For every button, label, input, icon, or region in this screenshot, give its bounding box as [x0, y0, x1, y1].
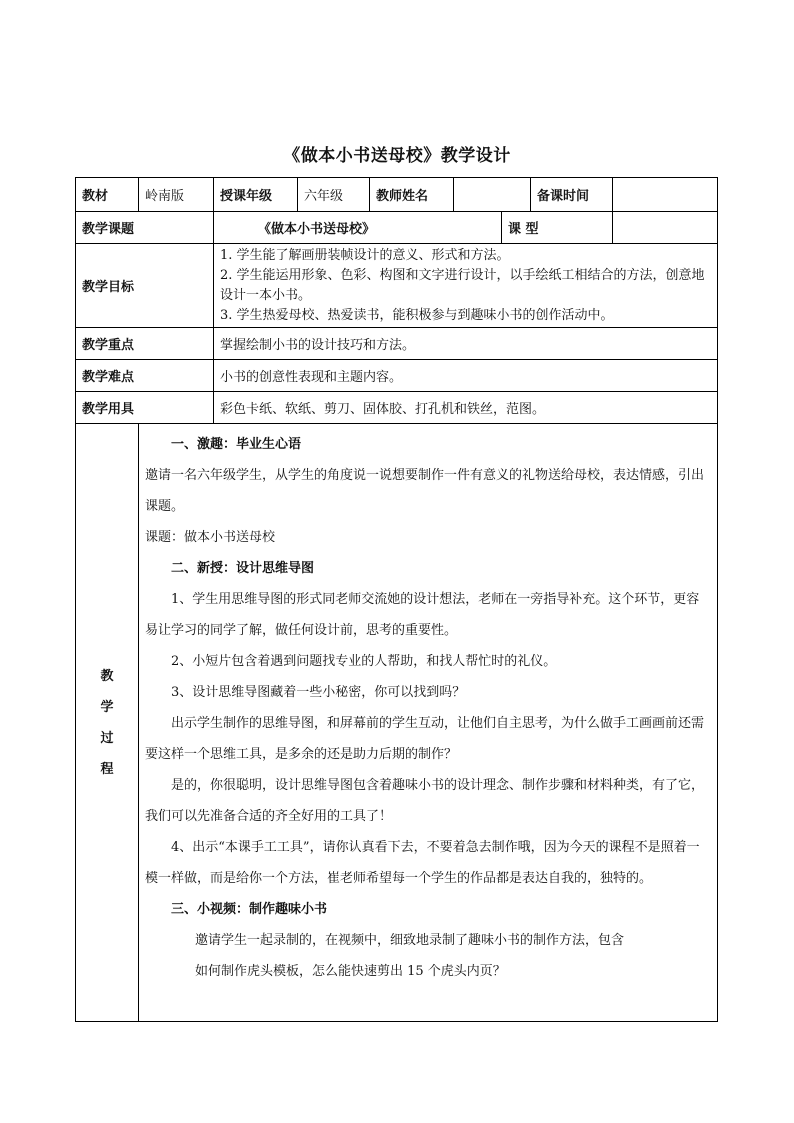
objective-item: 1. 学生能了解画册装帧设计的意义、形式和方法。: [220, 247, 510, 263]
objective-item: 3. 学生热爱母校、热爱读书，能积极参与到趣味小书的创作活动中。: [220, 307, 614, 323]
paragraph: 2、小短片包含着遇到问题找专业的人帮助，和找人帮忙时的礼仪。: [171, 654, 557, 669]
topic-row: [76, 212, 718, 244]
grade-label: 授课年级: [214, 178, 298, 212]
difficulties-label: 教学难点: [76, 360, 214, 392]
paragraph: 1、学生用思维导图的形式同老师交流她的设计想法，老师在一旁指导补充。这个环节，更容易让学习的同学了解，做任何设计前，思考的重要性。: [145, 592, 700, 638]
difficulties-value: 小书的创意性表现和主题内容。: [214, 360, 718, 392]
textbook-label: 教材: [76, 178, 139, 212]
section-heading: 一、激趣：毕业生心语: [171, 437, 302, 452]
process-content: [139, 424, 718, 1022]
time-value: [613, 178, 718, 212]
process-label-char: 教: [100, 668, 114, 684]
key-points-value: 掌握绘制小书的设计技巧和方法。: [214, 328, 718, 360]
process-row: [76, 424, 718, 1022]
paragraph: 是的，你很聪明，设计思维导图包含着趣味小书的设计理念、制作步骤和材料种类，有了它，我们可以先准备合适的齐全好用的工具了！: [145, 778, 705, 824]
teacher-label: 教师姓名: [370, 178, 454, 212]
topic-value: 《做本小书送母校》: [214, 212, 502, 244]
type-value: [613, 212, 718, 244]
textbook-value: 岭南版: [139, 178, 214, 212]
objectives-content: [214, 244, 718, 328]
document-title: 《做本小书送母校》教学设计: [283, 146, 511, 166]
difficulties-row: [76, 360, 718, 392]
teacher-value: [454, 178, 531, 212]
process-label-char: 过: [100, 730, 114, 746]
lesson-plan-table: [75, 177, 718, 1022]
process-label-char: 程: [100, 761, 114, 777]
grade-value: 六年级: [298, 178, 370, 212]
section-heading: 三、小视频：制作趣味小书: [171, 902, 328, 917]
key-points-row: [76, 328, 718, 360]
section-heading: 二、新授：设计思维导图: [171, 561, 315, 576]
paragraph: 课题：做本小书送母校: [145, 530, 276, 545]
paragraph: 邀请一名六年级学生，从学生的角度说一说想要制作一件有意义的礼物送给母校，表达情感，引出课题。: [145, 468, 705, 514]
type-label: 课 型: [502, 212, 613, 244]
time-label: 备课时间: [531, 178, 613, 212]
tools-row: [76, 392, 718, 424]
paragraph: 4、出示“本课手工工具”，请你认真看下去，不要着急去制作哦，因为今天的课程不是照着一模一样做，而是给你一个方法，崔老师希望每一个学生的作品都是表达自我的，独特的。: [145, 840, 700, 886]
info-row: [76, 178, 718, 212]
process-label-char: 学: [100, 699, 114, 715]
tools-value: 彩色卡纸、软纸、剪刀、固体胶、打孔机和铁丝，范图。: [214, 392, 718, 424]
objectives-row: [76, 244, 718, 328]
process-label: [76, 424, 139, 1022]
paragraph: 邀请学生一起录制的，在视频中，细致地录制了趣味小书的制作方法，包含: [195, 933, 625, 948]
tools-label: 教学用具: [76, 392, 214, 424]
paragraph: 如何制作虎头模板，怎么能快速剪出 15 个虎头内页？: [195, 964, 506, 979]
paragraph: 3、设计思维导图藏着一些小秘密，你可以找到吗？: [171, 685, 466, 700]
objectives-label: 教学目标: [76, 244, 214, 328]
paragraph: 出示学生制作的思维导图，和屏幕前的学生互动，让他们自主思考，为什么做手工画画前还需要这样一个思维工具，是多余的还是助力后期的制作？: [145, 716, 705, 762]
objective-item: 2. 学生能运用形象、色彩、构图和文字进行设计，以手绘纸工相结合的方法，创意地设计一本小书。: [220, 267, 705, 303]
topic-label: 教学课题: [76, 212, 214, 244]
key-points-label: 教学重点: [76, 328, 214, 360]
